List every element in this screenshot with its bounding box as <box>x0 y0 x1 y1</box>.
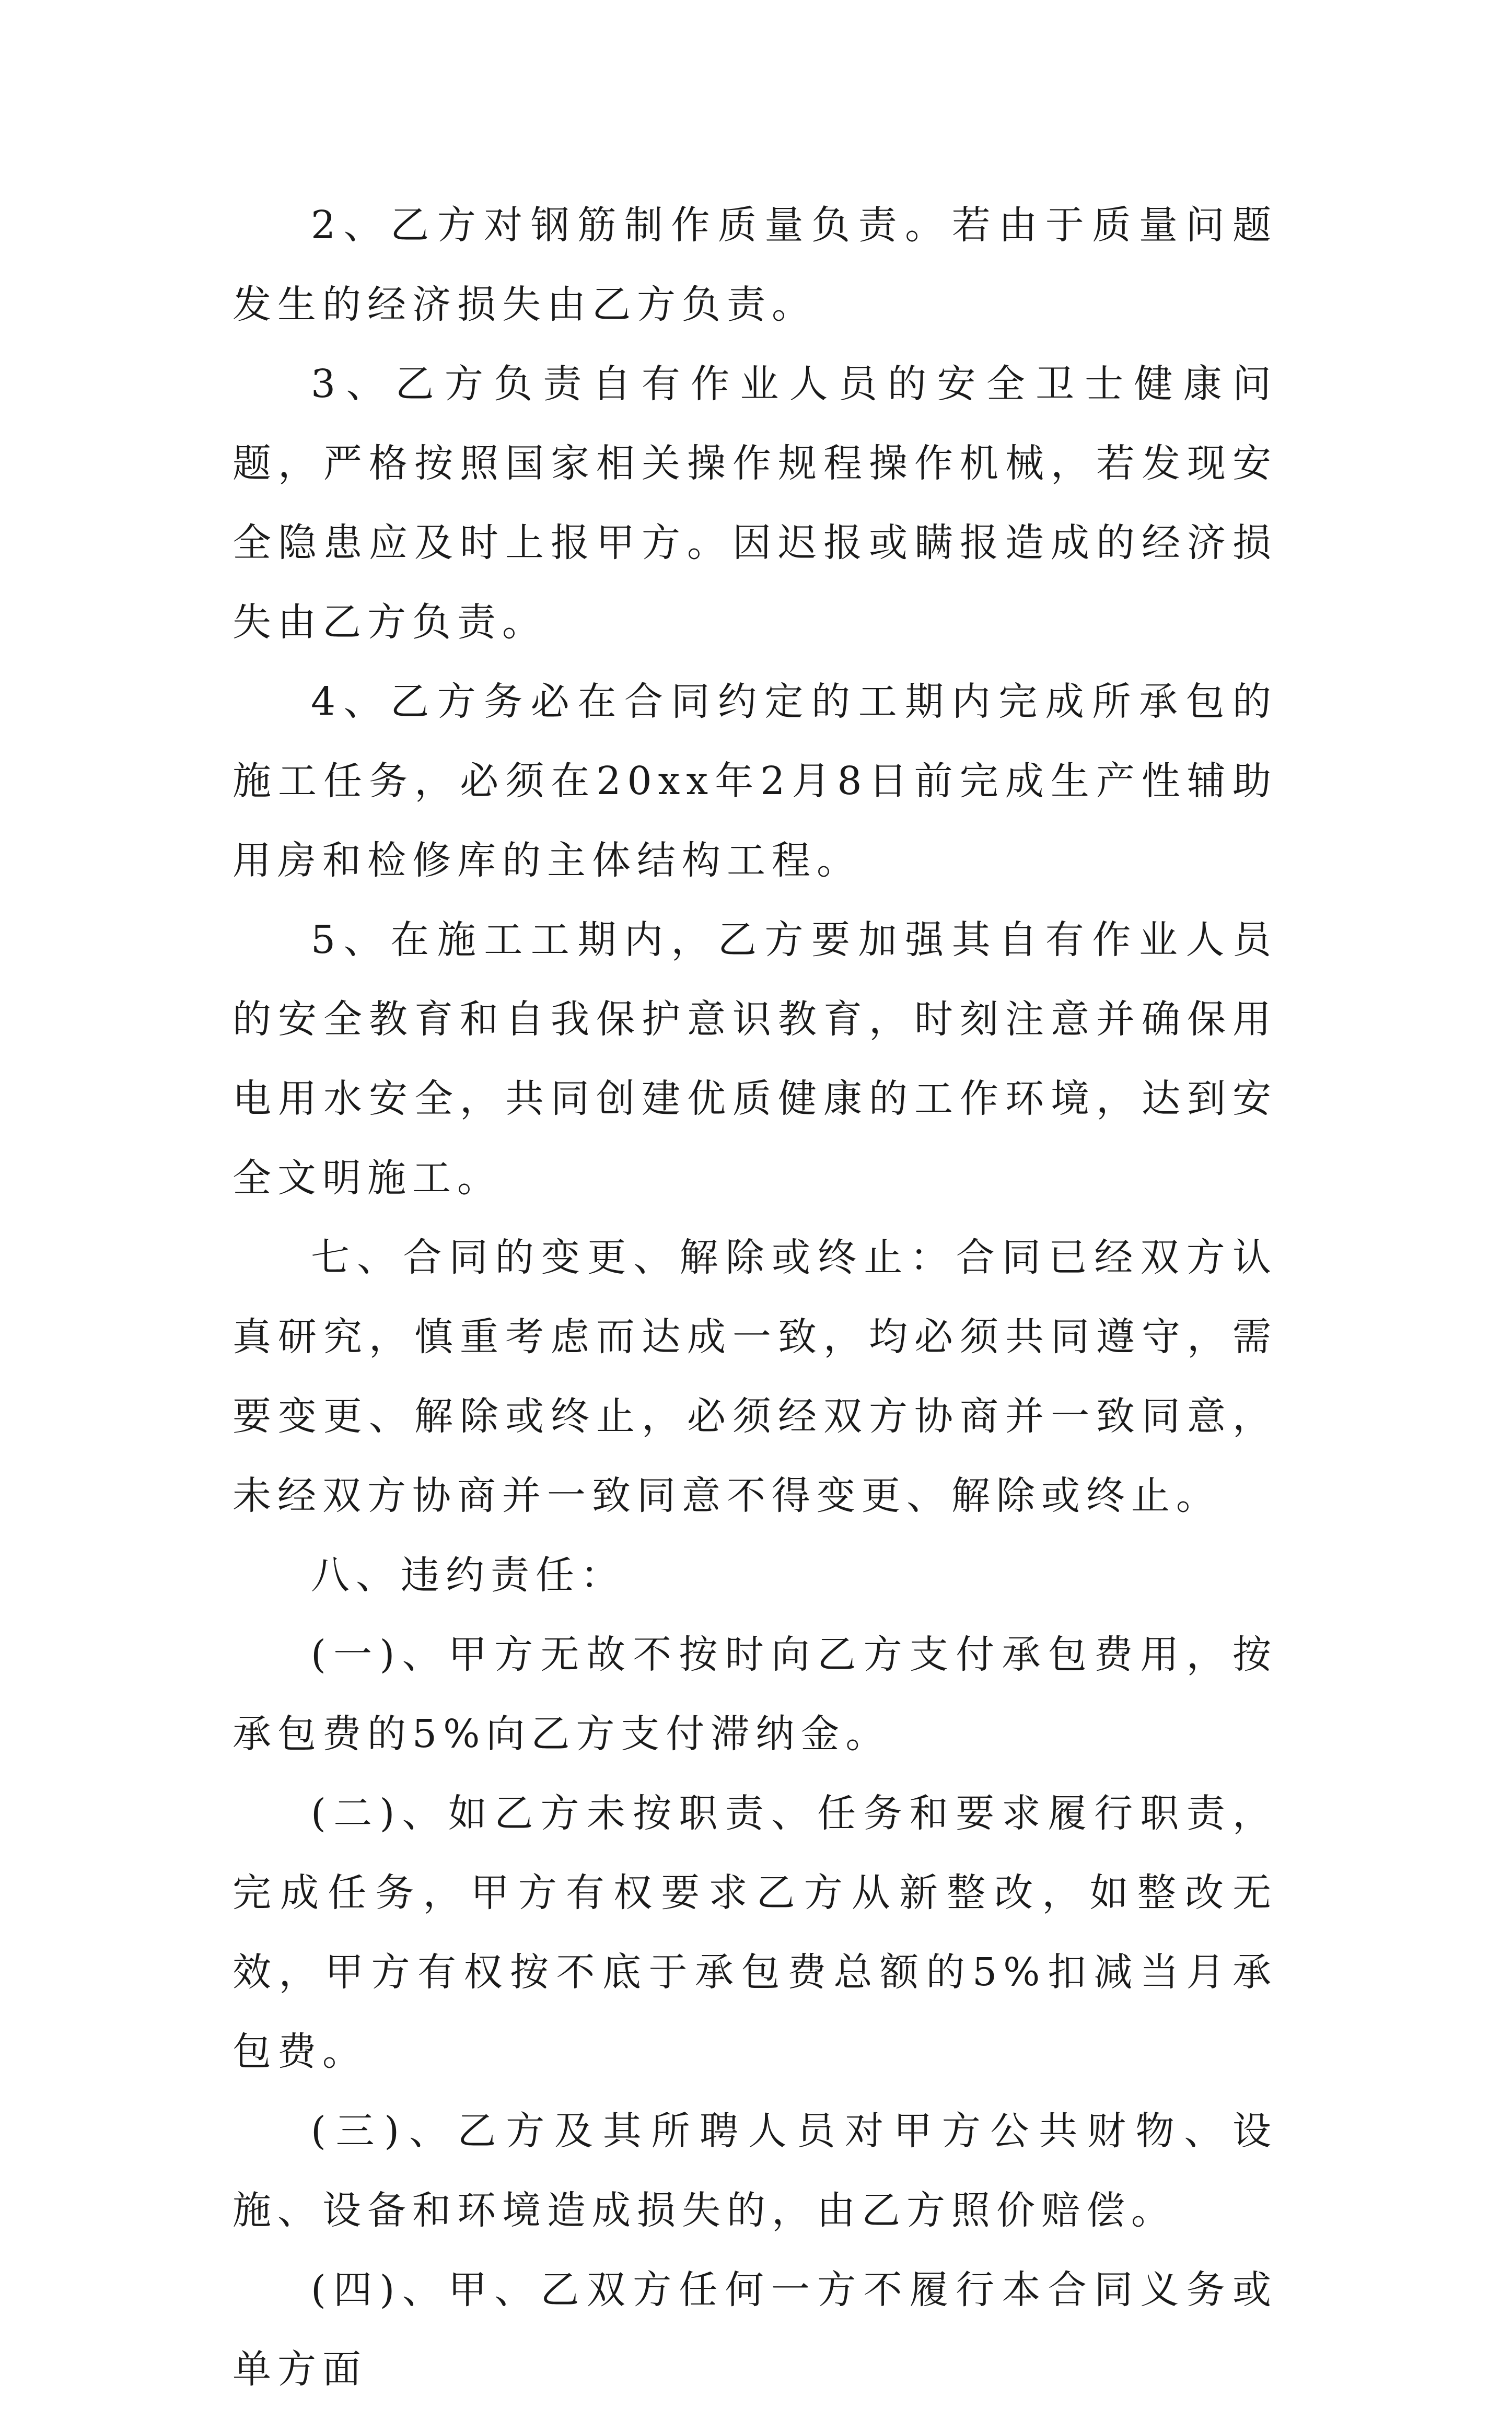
paragraph-clause-2: 2、乙方对钢筋制作质量负责。若由于质量问题发生的经济损失由乙方负责。 <box>232 203 1277 327</box>
paragraph-clause-5: 5、在施工工期内，乙方要加强其自有作业人员的安全教育和自我保护意识教育，时刻注意并确保用电用水安全，共同创建优质健康的工作环境，达到安全文明施工。 <box>232 917 1277 1201</box>
paragraph-breach-2: (二)、如乙方未按职责、任务和要求履行职责，完成任务，甲方有权要求乙方从新整改，如整改无效，甲方有权按不底于承包费总额的5%扣减当月承包费。 <box>232 1791 1277 2074</box>
paragraph-clause-4: 4、乙方务必在合同约定的工期内完成所承包的施工任务，必须在20xx年2月8日前完成生产性辅助用房和检修库的主体结构工程。 <box>232 679 1277 883</box>
paragraph-breach-4: (四)、甲、乙双方任何一方不履行本合同义务或单方面 <box>232 2267 1277 2392</box>
paragraph-section-8-heading: 八、违约责任： <box>311 1553 625 1598</box>
paragraph-breach-3: (三)、乙方及其所聘人员对甲方公共财物、设施、设备和环境造成损失的，由乙方照价赔偿。 <box>232 2109 1277 2233</box>
paragraph-breach-1: (一)、甲方无故不按时向乙方支付承包费用，按承包费的5%向乙方支付滞纳金。 <box>232 1632 1277 1756</box>
paragraph-section-7: 七、合同的变更、解除或终止：合同已经双方认真研究，慎重考虑而达成一致，均必须共同遵守，需要变更、解除或终止，必须经双方协商并一致同意，未经双方协商并一致同意不得变更、解除或终止。 <box>232 1235 1277 1518</box>
paragraph-clause-3: 3、乙方负责自有作业人员的安全卫士健康问题，严格按照国家相关操作规程操作机械，若发现安全隐患应及时上报甲方。因迟报或瞒报造成的经济损失由乙方负责。 <box>232 362 1277 645</box>
contract-body <box>232 185 1277 2409</box>
